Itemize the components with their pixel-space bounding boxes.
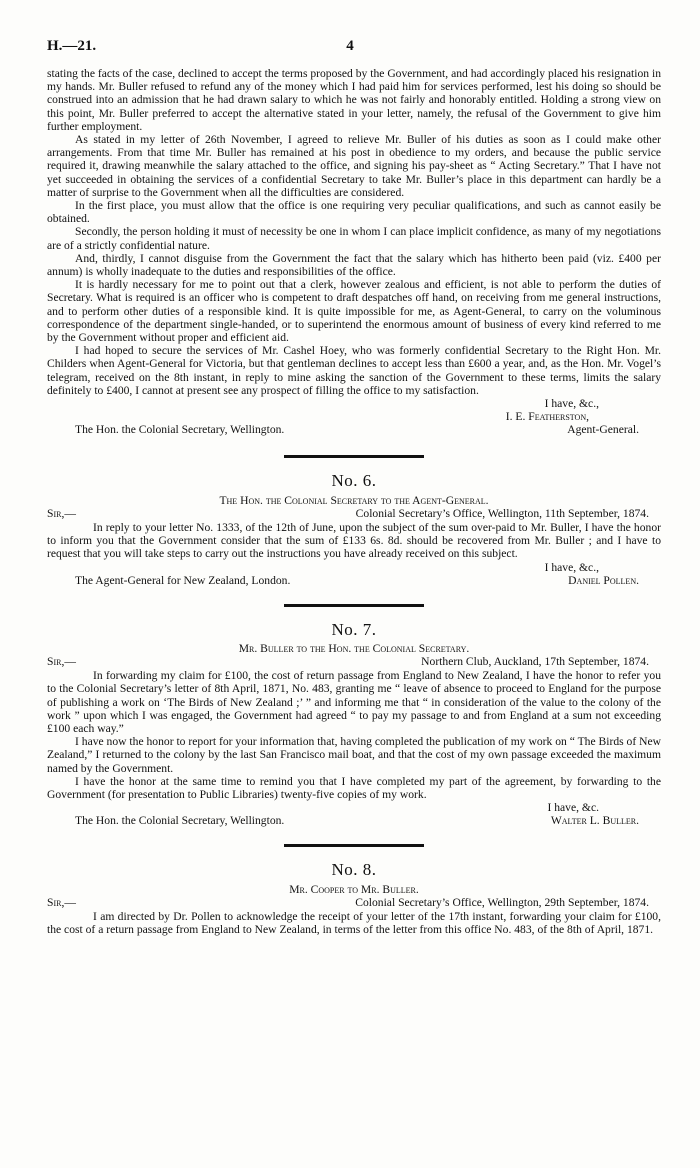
no7-address-date: Northern Club, Auckland, 17th September, 1874. <box>421 655 649 669</box>
page-header <box>47 40 653 60</box>
section-divider <box>284 604 424 607</box>
no8-address-date: Colonial Secretary’s Office, Wellington, 29th September, 1874. <box>355 895 649 909</box>
no7-signature: Walter L. Buller. <box>550 814 639 828</box>
no8-body: I am directed by Dr. Pollen to acknowledge the receipt of your letter of the 17th instant, forwarding your claim for £100, the cost of a return passage from England to New Zealand, in terms of the letter from this office No. 483, of the 8th of April, 1871. <box>47 909 661 936</box>
no7-addressee: The Hon. the Colonial Secretary, Wellington. <box>75 814 285 828</box>
no8-address-row <box>47 896 661 910</box>
no7-closing: I have, &c. <box>547 801 599 815</box>
letter5-paragraph-6: It is hardly necessary for me to point out that a clerk, however zealous and efficient, is not able to perform the duties of Secretary. What is required is an officer who is competent to draft despatches off hand, on receiving from me general instructions, and to perform other duties of a responsible kind. It is quite impossible for me, as Agent-General, to carry on the voluminous correspondence of the department single-handed, or to superintend the enormous amount of business of every kind referred to me by the Government without proper and efficient aid. <box>47 278 661 345</box>
section-divider <box>284 844 424 847</box>
letter5-paragraph-2: As stated in my letter of 26th November, I agreed to relieve Mr. Buller of his duties as soon as I could make other arrangements. From that time Mr. Buller has remained at his post in obedience to my orders, and because the public service required it, drawing meanwhile the salary attached to the office, and signing his pay-sheet as “ Acting Secretary.” That I have not yet succeeded in obtaining the services of a confidential Secretary to take Mr. Buller’s place in this department can hardly be a matter of surprise to the Government when all the difficulties are considered. <box>47 133 661 199</box>
document-reference: H.—21. <box>47 38 97 54</box>
letter5-title: Agent-General. <box>567 423 639 437</box>
no7-footer <box>47 814 661 828</box>
no7-salutation: Sir,— <box>47 655 76 669</box>
page-number: 4 <box>346 38 354 54</box>
no7-paragraph-3: I have the honor at the same time to remind you that I have completed my part of the agreement, by forwarding to the Government (for presentation to Public Libraries) twenty-five copies of my work. <box>47 774 661 801</box>
no8-heading: Mr. Cooper to Mr. Buller. <box>289 882 419 896</box>
section-divider <box>284 455 424 458</box>
letter5-paragraph-4: Secondly, the person holding it must of necessity be one in whom I can place implicit confidence, as many of my negotiations are of a strictly confidential nature. <box>47 225 661 252</box>
no6-number: No. 6. <box>331 471 377 491</box>
no6-salutation: Sir,— <box>47 506 76 520</box>
no6-addressee: The Agent-General for New Zealand, London. <box>75 573 291 587</box>
page-body <box>47 67 661 936</box>
letter5-footer <box>47 423 661 437</box>
no8-salutation: Sir,— <box>47 895 76 909</box>
no6-body: In reply to your letter No. 1333, of the 12th of June, upon the subject of the sum over-paid to Mr. Buller, I have the honor to inform you that the Government consider that the sum of £133 6s. 8d. should be recovered from Mr. Buller ; and I have to request that you will take steps to carry out the instructions you have already received on this subject. <box>47 520 661 561</box>
letter5-paragraph-1: stating the facts of the case, declined to accept the terms proposed by the Government, and had accordingly placed his resignation in my hands. Mr. Buller refused to refund any of the money which I had paid him for services performed, lest his doing so should be construed into an admission that he had drawn salary to which he was not fairly and honorably entitled. Holding a strong view on this point, Mr. Buller preferred to accept the alternative stated in your letter, namely, the refusal of the Government to give him further employment. <box>47 67 661 133</box>
no6-signature: Daniel Pollen. <box>568 573 639 587</box>
no6-footer <box>47 574 661 588</box>
letter5-closing: I have, &c., <box>544 397 599 411</box>
no6-heading: The Hon. the Colonial Secretary to the Agent-General. <box>219 493 489 507</box>
letter5-paragraph-3: In the first place, you must allow that the office is one requiring very peculiar qualifications, and such as cannot easily be obtained. <box>47 199 661 226</box>
no7-heading: Mr. Buller to the Hon. the Colonial Secretary. <box>238 641 470 655</box>
no7-paragraph-2: I have now the honor to report for your information that, having completed the publication of my work on “ The Birds of New Zealand,” I returned to the colony by the last San Francisco mail boat, and that the cost of my own passage exceeded the maximum named by the Government. <box>47 735 661 775</box>
letter5-signature: I. E. Featherston, <box>505 410 589 424</box>
no7-paragraph-1: In forwarding my claim for £100, the cost of return passage from England to New Zealand, I have the honor to refer you to the Colonial Secretary’s letter of 8th April, 1871, No. 483, granting me “ leave of absence to proceed to England for the purpose of publishing a work on ‘The Birds of New Zealand ;’ ” and informing me that “ in consideration of the value to the colony of the work ” upon which I was engaged, the Government had agreed “ to pay my passage to and from England at a sum not exceeding £100 each way.” <box>47 669 661 735</box>
letter5-paragraph-7: I had hoped to secure the services of Mr. Cashel Hoey, who was formerly confidential Secretary to the Right Hon. Mr. Childers when Agent-General for Victoria, but that gentleman declines to accept less than £600 a year, and, as the Hon. Mr. Vogel’s telegram, received on the 8th instant, in reply to mine asking the sanction of the Government to these terms, limits the salary definitely to £400, I cannot at present see any prospect of filling the office to my satisfaction. <box>47 344 661 397</box>
no6-address-date: Colonial Secretary’s Office, Wellington, 11th September, 1874. <box>355 506 649 520</box>
no6-closing: I have, &c., <box>544 560 599 574</box>
no6-address-row <box>47 507 661 521</box>
letter5-paragraph-5: And, thirdly, I cannot disguise from the Government the fact that the salary which has hitherto been paid (viz. £400 per annum) is wholly inadequate to the duties and responsibilities of the office. <box>47 251 661 279</box>
no8-number: No. 8. <box>331 860 377 880</box>
letter5-addressee: The Hon. the Colonial Secretary, Wellington. <box>75 423 285 437</box>
no7-number: No. 7. <box>331 619 377 639</box>
no7-address-row <box>47 655 661 669</box>
